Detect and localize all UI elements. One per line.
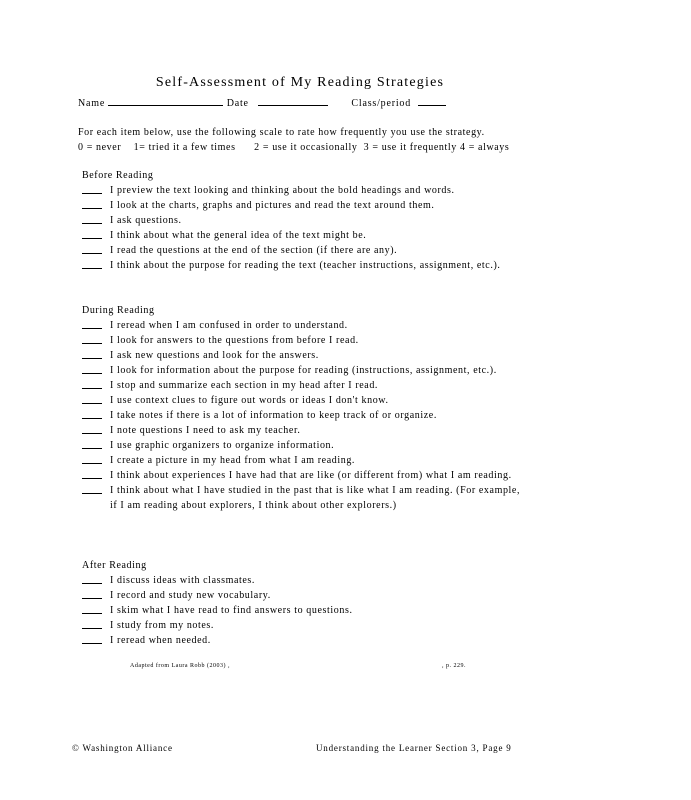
list-item bbox=[82, 243, 522, 258]
section-after-reading bbox=[82, 558, 522, 648]
list-item bbox=[82, 393, 522, 408]
date-blank[interactable] bbox=[258, 95, 328, 106]
item-text: I use graphic organizers to organize information. bbox=[110, 440, 335, 451]
item-text: I skim what I have read to find answers to questions. bbox=[110, 605, 353, 616]
instructions bbox=[78, 125, 509, 155]
name-blank[interactable] bbox=[108, 95, 223, 106]
item-text: I think about experiences I have had that are like (or different from) what I am reading. bbox=[110, 470, 512, 481]
item-text: I ask new questions and look for the answers. bbox=[110, 350, 319, 361]
rating-blank[interactable] bbox=[82, 618, 102, 629]
item-text: I take notes if there is a lot of information to keep track of or organize. bbox=[110, 410, 437, 421]
rating-blank[interactable] bbox=[82, 378, 102, 389]
rating-blank[interactable] bbox=[82, 468, 102, 479]
list-item bbox=[82, 348, 522, 363]
rating-blank[interactable] bbox=[82, 453, 102, 464]
item-text: I preview the text looking and thinking about the bold headings and words. bbox=[110, 185, 455, 196]
list-item bbox=[82, 333, 522, 348]
list-item bbox=[82, 483, 522, 513]
item-text: I look for information about the purpose for reading (instructions, assignment, etc.). bbox=[110, 365, 497, 376]
item-text: I think about the purpose for reading the text (teacher instructions, assignment, etc.). bbox=[110, 260, 501, 271]
rating-scale: 0 = never 1= tried it a few times 2 = use it occasionally 3 = use it frequently 4 = always bbox=[78, 142, 510, 153]
list-item bbox=[82, 438, 522, 453]
list-item bbox=[82, 363, 522, 378]
item-text: I stop and summarize each section in my head after I read. bbox=[110, 380, 379, 391]
section-heading: After Reading bbox=[82, 560, 147, 571]
item-text: I look at the charts, graphs and pictures and read the text around them. bbox=[110, 200, 435, 211]
item-text: I think about what I have studied in the past that is like what I am reading. (For example, if I am reading about explorers, I think about other explorers.) bbox=[110, 485, 521, 511]
list-item bbox=[82, 573, 522, 588]
rating-blank[interactable] bbox=[82, 408, 102, 419]
rating-blank[interactable] bbox=[82, 363, 102, 374]
list-item bbox=[82, 258, 522, 273]
list-item bbox=[82, 318, 522, 333]
rating-blank[interactable] bbox=[82, 483, 102, 494]
list-item bbox=[82, 618, 522, 633]
rating-blank[interactable] bbox=[82, 348, 102, 359]
list-item bbox=[82, 468, 522, 483]
list-item bbox=[82, 183, 522, 198]
page-title: Self-Assessment of My Reading Strategies bbox=[155, 75, 445, 90]
section-heading: During Reading bbox=[82, 305, 155, 316]
list-item bbox=[82, 453, 522, 468]
item-text: I look for answers to the questions from before I read. bbox=[110, 335, 359, 346]
rating-blank[interactable] bbox=[82, 183, 102, 194]
header-fields-row bbox=[78, 95, 446, 109]
item-text: I note questions I need to ask my teacher. bbox=[110, 425, 301, 436]
rating-blank[interactable] bbox=[82, 198, 102, 209]
list-item bbox=[82, 213, 522, 228]
item-text: I create a picture in my head from what I am reading. bbox=[110, 455, 356, 466]
section-before-reading bbox=[82, 168, 522, 273]
footer-copyright: © Washington Alliance bbox=[72, 743, 173, 753]
item-text: I use context clues to figure out words or ideas I don't know. bbox=[110, 395, 389, 406]
list-item bbox=[82, 408, 522, 423]
source-credit: Adapted from Laura Robb (2003) , bbox=[130, 663, 230, 669]
rating-blank[interactable] bbox=[82, 423, 102, 434]
list-item bbox=[82, 603, 522, 618]
item-text: I discuss ideas with classmates. bbox=[110, 575, 256, 586]
list-item bbox=[82, 423, 522, 438]
footer-page-info: Understanding the Learner Section 3, Page 9 bbox=[316, 743, 512, 753]
item-text: I think about what the general idea of the text might be. bbox=[110, 230, 367, 241]
rating-blank[interactable] bbox=[82, 258, 102, 269]
date-label: Date bbox=[226, 98, 249, 109]
rating-blank[interactable] bbox=[82, 243, 102, 254]
instructions-line-1: For each item below, use the following scale to rate how frequently you use the strategy. bbox=[78, 127, 485, 138]
list-item bbox=[82, 378, 522, 393]
rating-blank[interactable] bbox=[82, 438, 102, 449]
class-label: Class/period bbox=[351, 98, 412, 109]
rating-blank[interactable] bbox=[82, 588, 102, 599]
item-text: I reread when I am confused in order to understand. bbox=[110, 320, 348, 331]
item-text: I record and study new vocabulary. bbox=[110, 590, 271, 601]
list-item bbox=[82, 228, 522, 243]
section-during-reading bbox=[82, 303, 522, 513]
item-text: I study from my notes. bbox=[110, 620, 215, 631]
name-label: Name bbox=[78, 98, 106, 109]
item-text: I read the questions at the end of the section (if there are any). bbox=[110, 245, 398, 256]
rating-blank[interactable] bbox=[82, 333, 102, 344]
rating-blank[interactable] bbox=[82, 393, 102, 404]
item-text: I ask questions. bbox=[110, 215, 182, 226]
rating-blank[interactable] bbox=[82, 318, 102, 329]
rating-blank[interactable] bbox=[82, 573, 102, 584]
rating-blank[interactable] bbox=[82, 633, 102, 644]
list-item bbox=[82, 588, 522, 603]
rating-blank[interactable] bbox=[82, 228, 102, 239]
list-item bbox=[82, 633, 522, 648]
section-heading: Before Reading bbox=[82, 170, 154, 181]
class-blank[interactable] bbox=[418, 95, 446, 106]
list-item bbox=[82, 198, 522, 213]
rating-blank[interactable] bbox=[82, 603, 102, 614]
item-text: I reread when needed. bbox=[110, 635, 211, 646]
source-page: , p. 229. bbox=[442, 663, 466, 669]
rating-blank[interactable] bbox=[82, 213, 102, 224]
